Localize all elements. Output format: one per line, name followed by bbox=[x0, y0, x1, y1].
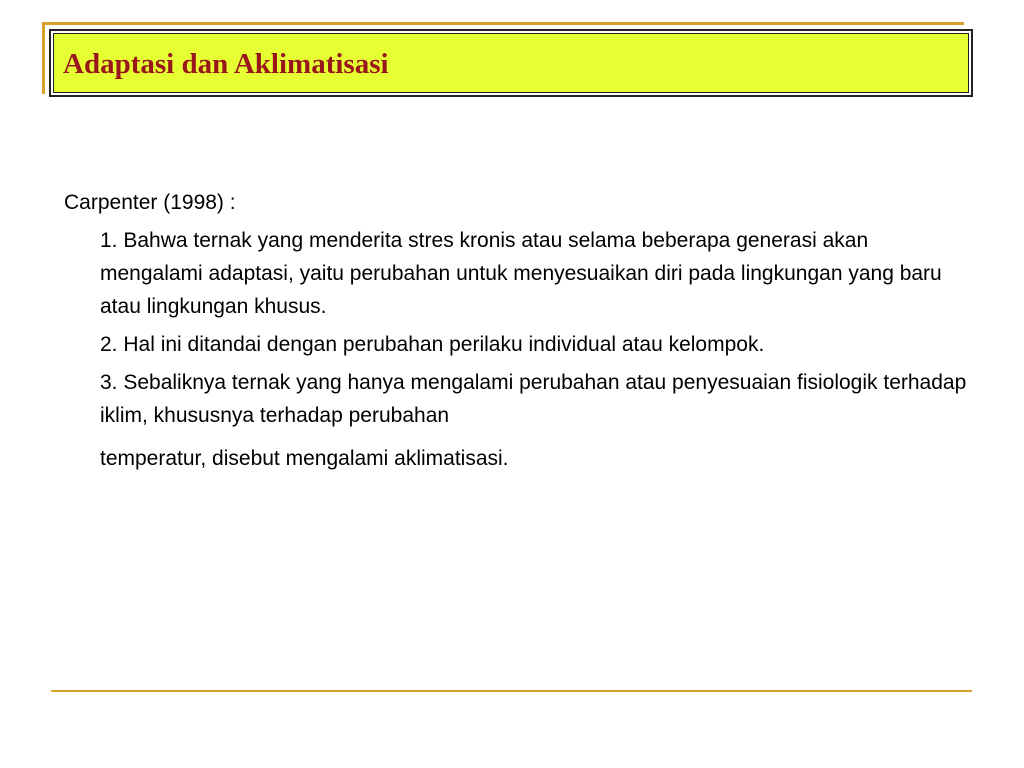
bottom-accent-rule bbox=[51, 690, 972, 692]
slide-body bbox=[64, 186, 984, 475]
point-3-continuation: temperatur, disebut mengalami aklimatisasi. bbox=[100, 447, 509, 470]
citation-intro: Carpenter (1998) : bbox=[64, 191, 236, 214]
top-accent-rule bbox=[42, 22, 964, 25]
title-banner bbox=[53, 33, 969, 93]
left-accent-rule bbox=[42, 22, 45, 94]
point-1: 1. Bahwa ternak yang menderita stres kronis atau selama beberapa generasi akan mengalami adaptasi, yaitu perubahan untuk menyesuaikan diri pada lingkungan yang baru atau lingkungan khusus. bbox=[100, 229, 942, 318]
title-frame bbox=[49, 29, 973, 97]
point-2: 2. Hal ini ditandai dengan perubahan perilaku individual atau kelompok. bbox=[100, 333, 765, 356]
slide-title: Adaptasi dan Aklimatisasi bbox=[63, 47, 389, 80]
point-3: 3. Sebaliknya ternak yang hanya mengalami perubahan atau penyesuaian fisiologik terhadap iklim, khususnya terhadap perubahan bbox=[100, 371, 967, 427]
